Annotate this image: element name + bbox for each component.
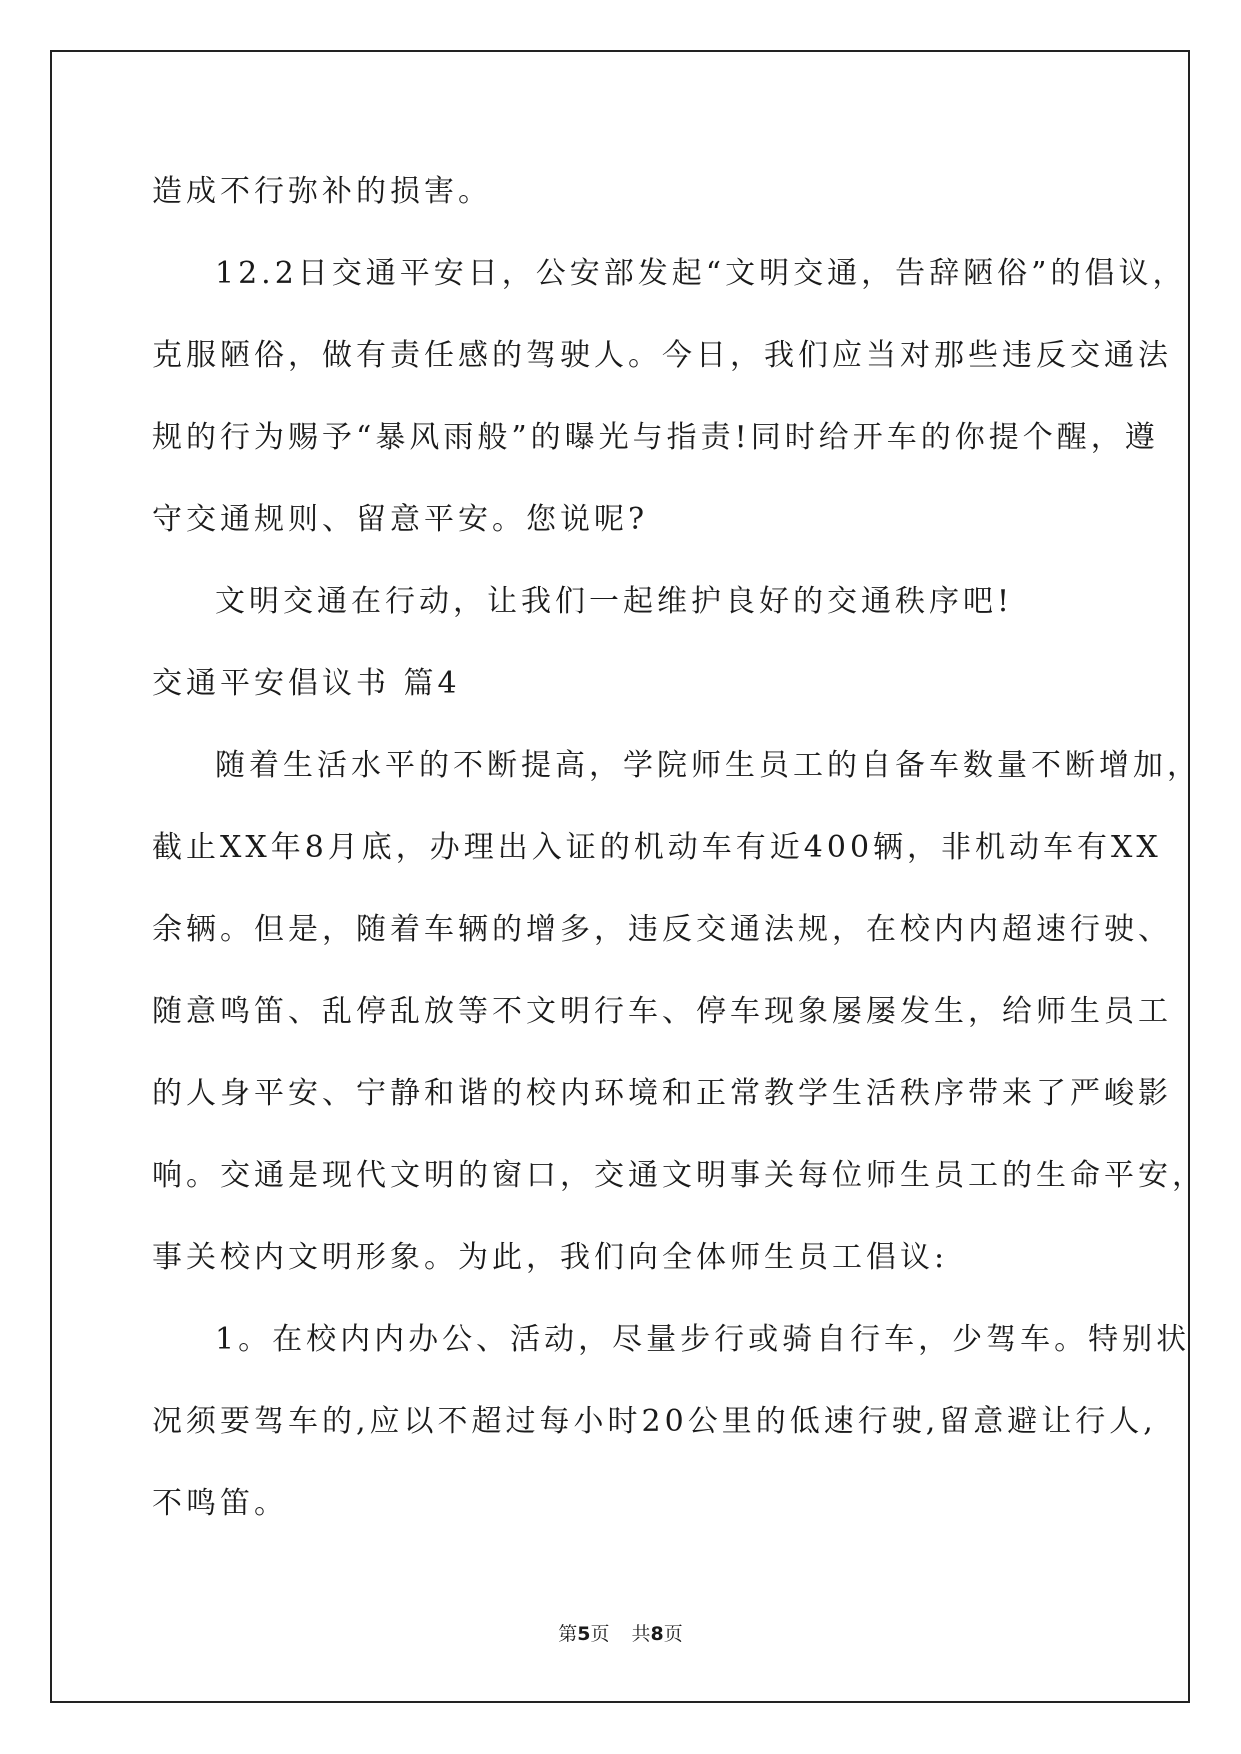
text-line: 的人身平安、宁静和谐的校内环境和正常教学生活秩序带来了严峻影 [152,1076,1172,1111]
paragraph-start: 随着生活水平的不断提高，学院师生员工的自备车数量不断增加， [215,748,1201,783]
text-line: 规的行为赐予“暴风雨般”的曝光与指责!同时给开车的你提个醒，遵 [152,420,1159,455]
text-line: 事关校内文明形象。为此，我们向全体师生员工倡议: [152,1240,949,1275]
section-heading: 交通平安倡议书 篇4 [152,666,461,701]
page-footer [0,1622,1241,1646]
text-line: 造成不行弥补的损害。 [152,174,492,209]
total-unit: 页 [663,1623,683,1645]
page-current: 5 [577,1623,591,1645]
page-unit: 页 [590,1623,610,1645]
text-line: 况须要驾车的,应以不超过每小时20公里的低速行驶,留意避让行人, [152,1404,1157,1439]
paragraph-start: 12.2日交通平安日，公安部发起“文明交通，告辞陋俗”的倡议， [215,256,1187,291]
text-line: 响。交通是现代文明的窗口，交通文明事关每位师生员工的生命平安， [152,1158,1206,1193]
text-line: 不鸣笛。 [152,1486,288,1521]
text-line: 截止XX年8月底，办理出入证的机动车有近400辆，非机动车有XX [152,830,1162,865]
total-prefix: 共 [631,1623,651,1645]
text-line: 克服陋俗，做有责任感的驾驶人。今日，我们应当对那些违反交通法 [152,338,1172,373]
page-prefix: 第 [558,1623,578,1645]
text-line: 守交通规则、留意平安。您说呢? [152,502,649,537]
text-line: 余辆。但是，随着车辆的增多，违反交通法规，在校内内超速行驶、 [152,912,1172,947]
paragraph-start: 文明交通在行动，让我们一起维护良好的交通秩序吧! [215,584,1014,619]
text-line: 随意鸣笛、乱停乱放等不文明行车、停车现象屡屡发生，给师生员工 [152,994,1172,1029]
page-border [50,50,1190,1703]
paragraph-start: 1。在校内内办公、活动，尽量步行或骑自行车，少驾车。特别状 [215,1322,1191,1357]
page-total: 8 [650,1623,664,1645]
